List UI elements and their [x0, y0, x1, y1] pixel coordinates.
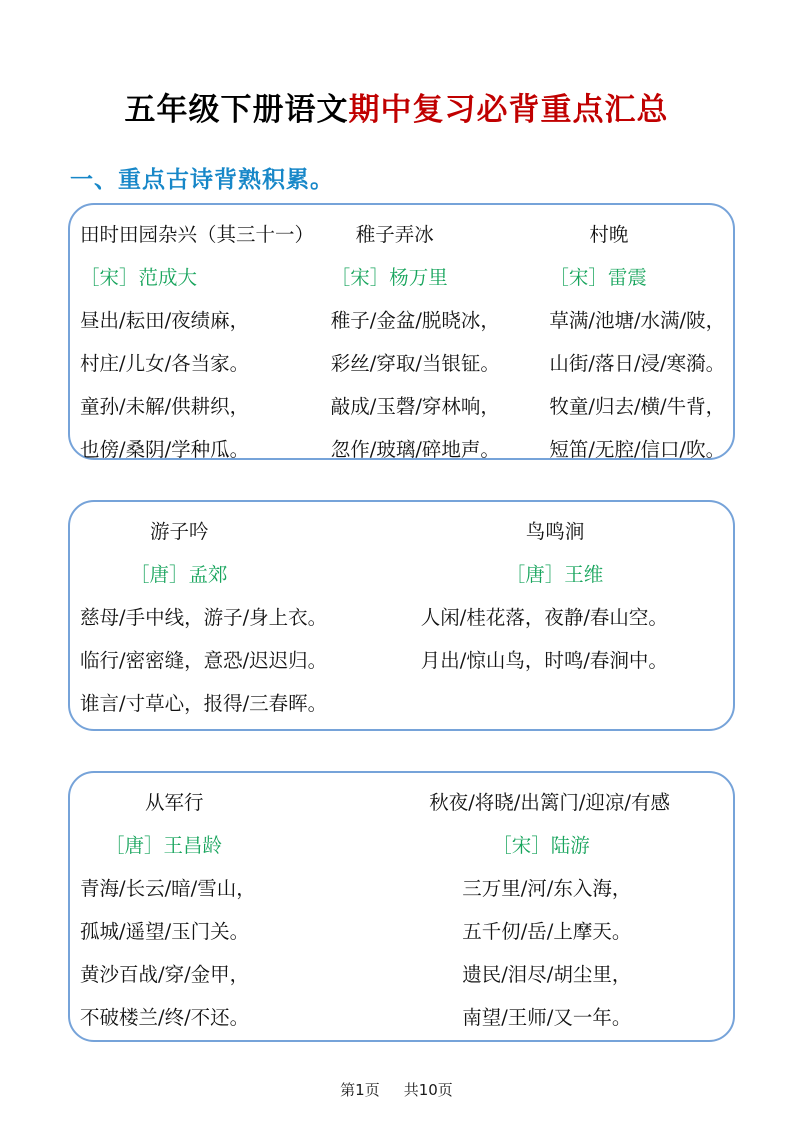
poem-line: 月出/惊山鸟，时鸣/春涧中。 — [420, 649, 668, 672]
poem-author: ［宋］陆游 — [492, 834, 590, 857]
poem-title: 村晚 — [589, 223, 629, 246]
poem-author: ［唐］王维 — [505, 563, 604, 586]
poem-author: ［宋］雷震 — [549, 266, 647, 289]
poem-youziyin — [80, 510, 421, 725]
poem-line: 黄沙百战/穿/金甲， — [80, 963, 250, 986]
poem-title: 鸟鸣涧 — [525, 520, 585, 543]
poem-title: 游子吟 — [150, 520, 209, 543]
poem-line: 山街/落日/浸/寒漪。 — [549, 352, 726, 375]
page-title-black-part: 五年级下册语文 — [124, 92, 349, 128]
poem-line: 谁言/寸草心，报得/三春晖。 — [80, 692, 328, 715]
poem-line: 也傍/桑阴/学种瓜。 — [80, 438, 250, 461]
poem-line: 五千仞/岳/上摩天。 — [462, 920, 632, 943]
poem-line: 村庄/儿女/各当家。 — [80, 352, 250, 375]
poem-author: ［唐］王昌龄 — [105, 834, 223, 857]
poem-line: 青海/长云/暗/雪山， — [80, 877, 256, 900]
poem-line: 彩丝/穿取/当银钲。 — [330, 352, 500, 375]
footer-total-pages: 共10页 — [403, 1081, 453, 1099]
poem-line: 敲成/玉磬/穿林响， — [330, 395, 500, 418]
poem-title: 稚子弄冰 — [355, 223, 434, 246]
footer-page-number: 第1页 — [340, 1081, 380, 1099]
poem-tianyuan-zaxing — [80, 213, 331, 471]
section-heading: 一、重点古诗背熟积累。 — [70, 167, 334, 193]
poem-line: 忽作/玻璃/碎地声。 — [330, 438, 500, 461]
poem-box-1 — [68, 203, 735, 460]
poem-line: 遗民/泪尽/胡尘里， — [462, 963, 632, 986]
poem-title: 田时田园杂兴（其三十一） — [80, 223, 315, 246]
poem-box-2 — [68, 500, 735, 731]
poem-niaomingjian — [421, 510, 723, 725]
poem-line: 草满/池塘/水满/陂， — [549, 309, 726, 332]
poem-author: ［宋］范成大 — [80, 266, 198, 289]
poem-line: 孤城/遥望/玉门关。 — [80, 920, 250, 943]
poem-line: 童孙/未解/供耕织， — [80, 395, 250, 418]
poem-line: 昼出/耘田/夜绩麻， — [80, 309, 250, 332]
poem-line: 三万里/河/东入海， — [462, 877, 632, 900]
poem-qiuye-jiangxiao — [427, 781, 723, 1039]
poem-author: ［唐］孟郊 — [130, 563, 228, 586]
poem-title: 从军行 — [145, 791, 204, 814]
poem-line: 慈母/手中线，游子/身上衣。 — [80, 606, 328, 629]
poem-zhizi-nongbing — [331, 213, 550, 471]
poem-cunwan — [549, 213, 726, 471]
poem-line: 不破楼兰/终/不还。 — [80, 1006, 250, 1029]
poem-line: 稚子/金盆/脱晓冰， — [330, 309, 500, 332]
poem-box-3 — [68, 771, 735, 1042]
page-footer — [0, 1079, 793, 1100]
page-title — [0, 0, 793, 129]
poem-line: 牧童/归去/横/牛背， — [549, 395, 726, 418]
page-title-red-part: 期中复习必背重点汇总 — [348, 92, 669, 128]
poem-title: 秋夜/将晓/出篱门/迎凉/有感 — [429, 791, 670, 814]
poem-congjunxing — [80, 781, 427, 1039]
poem-line: 临行/密密缝，意恐/迟迟归。 — [80, 649, 328, 672]
poem-line: 人闲/桂花落，夜静/春山空。 — [420, 606, 668, 629]
poem-line: 南望/王师/又一年。 — [462, 1006, 632, 1029]
poem-line: 短笛/无腔/信口/吹。 — [549, 438, 726, 461]
poem-author: ［宋］杨万里 — [330, 266, 448, 289]
